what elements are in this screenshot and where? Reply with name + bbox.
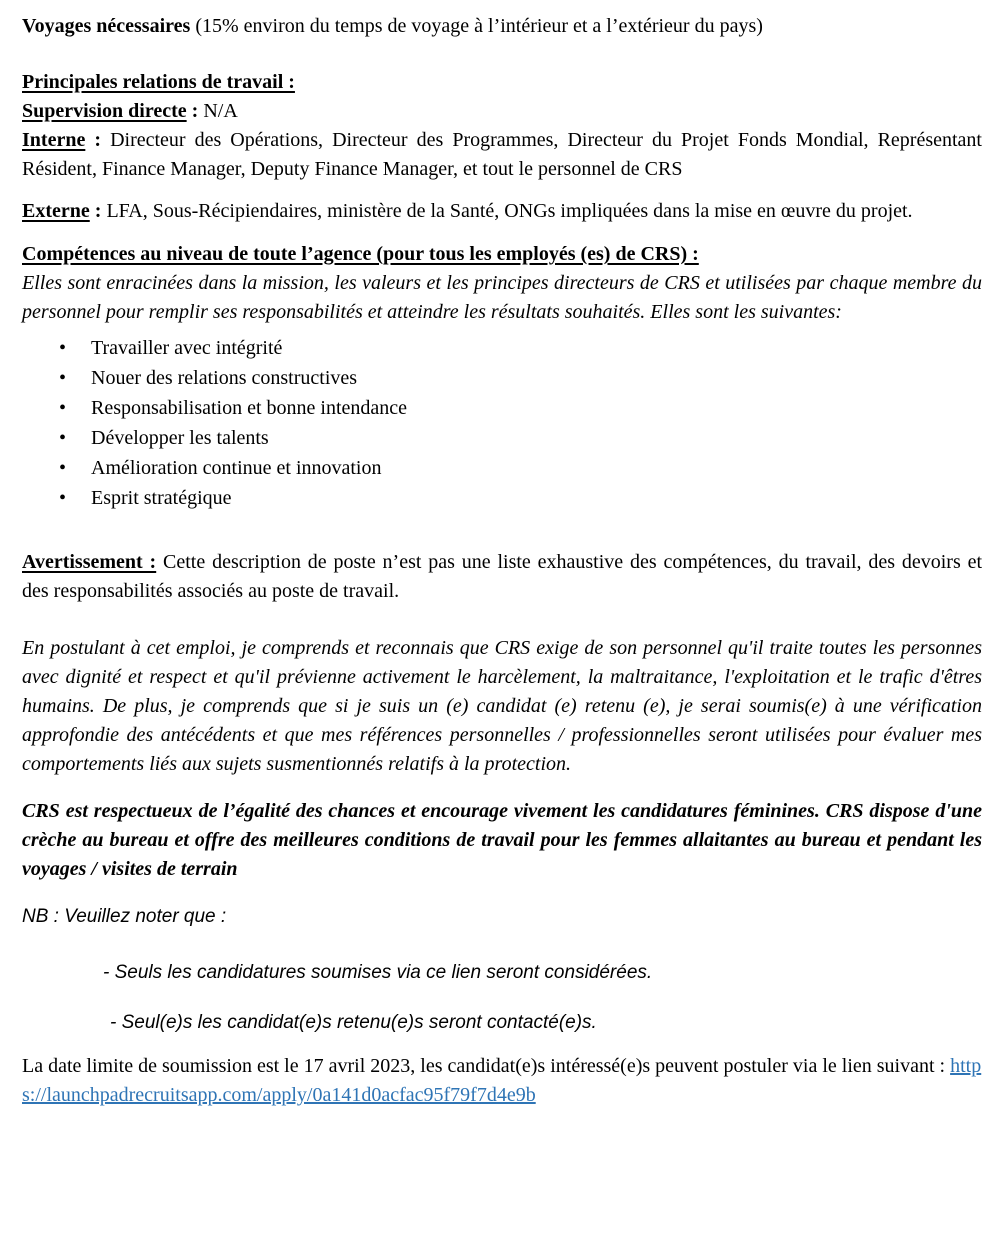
competency-item: • Amélioration continue et innovation	[91, 453, 982, 483]
application-link[interactable]: https://launchpadrecruitsapp.com/apply/0a141d0acfac95f79f7d4e9b	[22, 1055, 982, 1106]
competences-heading-text: Compétences au niveau de toute l’agence (pour tous les employés (es) de CRS) :	[22, 243, 699, 265]
paragraph-avertissement	[22, 548, 982, 606]
competency-item: • Esprit stratégique	[91, 483, 982, 513]
avertissement-text: Cette description de poste n’est pas une liste exhaustive des compétences, du travail, des devoirs et des responsabilités associés au poste de travail.	[22, 551, 983, 602]
paragraph-engagement: En postulant à cet emploi, je comprends et reconnais que CRS exige de son personnel qu'il traite toutes les personnes avec dignité et respect et qu'il prévienne activement le harcèlement, la maltraitance, l'exploitation et le trafic d'êtres humains. De plus, je comprends que si je suis un (e) candidat (e) retenu (e), je serai soumis(e) à une vérification approfondie des antécédents et que mes références personnelles / professionnelles seront utilisées pour évaluer mes comportements liés aux sujets susmentionnés relatifs à la protection.	[22, 637, 982, 775]
externe-label: Externe	[22, 200, 90, 222]
paragraph-voyages	[22, 12, 982, 41]
competences-list	[22, 333, 982, 513]
interne-separator: :	[85, 129, 111, 151]
paragraph-supervision	[22, 97, 982, 126]
nb-item: - Seul(e)s les candidat(e)s retenu(e)s seront contacté(e)s.	[110, 1012, 597, 1033]
deadline-text: La date limite de soumission est le 17 avril 2023, les candidat(e)s intéressé(e)s peuvent postuler via le lien suivant :	[22, 1055, 951, 1077]
supervision-separator: :	[186, 100, 204, 122]
interne-text: Directeur des Opérations, Directeur des Programmes, Directeur du Projet Fonds Mondial, Représentant Résident, Finance Manager, Deputy Finance Manager, et tout le personnel de CRS	[22, 129, 982, 180]
competency-item: • Travailler avec intégrité	[91, 333, 982, 363]
interne-label: Interne	[22, 129, 86, 151]
paragraph-deadline	[22, 1052, 982, 1110]
supervision-label: Supervision directe	[22, 100, 187, 122]
competency-item: • Nouer des relations constructives	[91, 363, 982, 393]
heading-relations	[22, 68, 982, 97]
paragraph-egalite: CRS est respectueux de l’égalité des chances et encourage vivement les candidatures féminines. CRS dispose d'une crèche au bureau et offre des meilleures conditions de travail pour les femmes allaitantes au bureau et pendant les voyages / visites de terrain	[22, 800, 982, 880]
voyages-label: Voyages nécessaires	[22, 15, 191, 37]
relations-heading-text: Principales relations de travail :	[22, 71, 295, 93]
avertissement-label: Avertissement :	[22, 551, 157, 573]
supervision-value: N/A	[203, 100, 238, 122]
nb-item: - Seuls les candidatures soumises via ce lien seront considérées.	[103, 962, 653, 983]
competency-item: • Développer les talents	[91, 423, 982, 453]
paragraph-competences-intro: Elles sont enracinées dans la mission, les valeurs et les principes directeurs de CRS et utilisées par chaque membre du personnel pour remplir ses responsabilités et atteindre les résultats souhaités. Elles sont les suivantes:	[22, 272, 982, 323]
externe-text: LFA, Sous-Récipiendaires, ministère de la Santé, ONGs impliquées dans la mise en œuvre du projet.	[106, 200, 913, 222]
heading-competences	[22, 240, 982, 269]
voyages-text: (15% environ du temps de voyage à l’intérieur et a l’extérieur du pays)	[190, 15, 763, 37]
externe-separator: :	[89, 200, 107, 222]
competency-item: • Responsabilisation et bonne intendance	[91, 393, 982, 423]
nb-heading: NB : Veuillez noter que :	[22, 906, 227, 927]
paragraph-interne	[22, 126, 982, 184]
paragraph-externe	[22, 197, 982, 226]
